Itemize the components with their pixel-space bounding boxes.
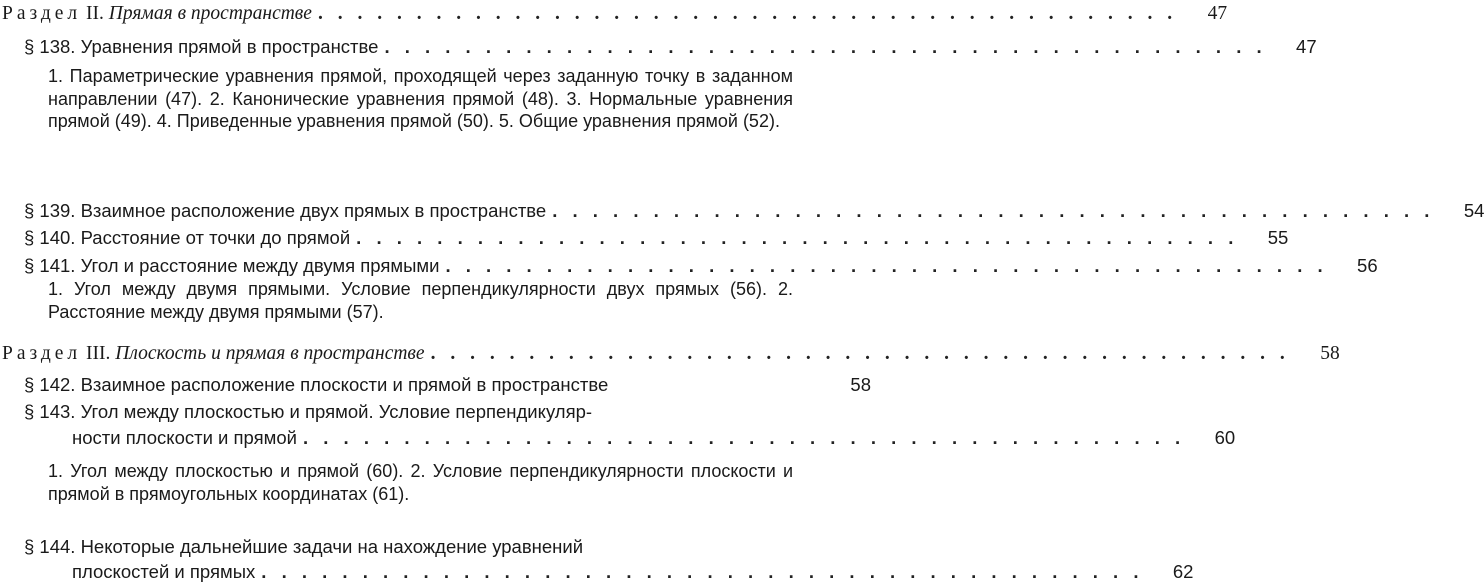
entry-description-141: 1. Угол между двумя прямыми. Условие перпендикулярности двух прямых (56). 2. Расстояние между двумя прямыми (57). [48, 279, 793, 322]
section-number: II. [86, 3, 104, 24]
entry-title: § 142. Взаимное расположение плоскости и прямой в пространстве [24, 374, 609, 395]
dot-leader: . . . . . . . . . . . . . . . . . . . . . . . . . . . . . . . . . . . . . . . . . . . . [445, 255, 1328, 276]
dot-leader: . . . . . . . . . . . . . . . . . . . . . . . . . . . . . . . . . . . . . . . . . . . . [552, 200, 1435, 221]
toc-entry-143-line1: § 143. Угол между плоскостью и прямой. Условие перпендикуляр- [24, 401, 593, 422]
entry-description-138: 1. Параметрические уравнения прямой, проходящей через заданную точку в заданном направлении (47). 2. Канонические уравнения прямой (48). 3. Нормальные уравнения прямой (49). 4. Приведенные уравнения прямой (50). 5. Общие уравнения прямой (52). [48, 66, 793, 131]
page-number: 56 [1357, 255, 1378, 276]
entry-title-cont: плоскостей и прямых [72, 561, 256, 582]
page-number: 58 [850, 374, 871, 395]
section-title: Прямая в пространстве [108, 3, 312, 24]
dot-leader: . . . . . . . . . . . . . . . . . . . . . . . . . . . . . . . . . . . . . . . . . . . . [430, 343, 1290, 364]
entry-title: § 140. Расстояние от точки до прямой [24, 227, 351, 248]
page-number: 47 [1296, 36, 1317, 57]
page-number: 47 [1207, 3, 1228, 24]
entry-title: § 138. Уравнения прямой в пространстве [24, 36, 379, 57]
section-title: Плоскость и прямая в пространстве [115, 343, 425, 364]
page-number: 60 [1214, 427, 1236, 448]
dot-leader: . . . . . . . . . . . . . . . . . . . . . . . . . . . . . . . . . . . . . . . . . . . . [317, 3, 1178, 24]
dot-leader: . . . . . . . . . . . . . . . . . . . . . . . . . . . . . . . . . . . . . . . . . . . . [302, 427, 1186, 448]
section-label: Раздел [2, 343, 82, 364]
toc-entry-138 [0, 35, 1317, 59]
toc-entry-141 [0, 254, 1378, 278]
toc-entry-section-3 [0, 342, 1340, 366]
entry-title-cont: ности плоскости и прямой [72, 427, 297, 448]
entry-title: § 141. Угол и расстояние между двумя прямыми [24, 255, 440, 276]
toc-entry-142 [0, 373, 871, 397]
page-number: 55 [1267, 227, 1289, 248]
toc-entry-144 [0, 560, 1194, 584]
toc-entry-140 [0, 226, 1289, 250]
page-number: 62 [1172, 561, 1194, 582]
dot-leader: . . . . . . . . . . . . . . . . . . . . . . . . . . . . . . . . . . . . . . . . . . . . [261, 561, 1144, 582]
toc-entry-143 [0, 426, 1236, 450]
page-number: 54 [1463, 200, 1484, 221]
entry-description-143: 1. Угол между плоскостью и прямой (60). 2. Условие перпендикулярности плоскости и прямой в прямоугольных координатах (61). [48, 461, 793, 504]
toc-entry-144-line1: § 144. Некоторые дальнейшие задачи на нахождение уравнений [24, 536, 584, 557]
entry-title: § 139. Взаимное расположение двух прямых в пространстве [24, 200, 547, 221]
toc-entry-139 [0, 199, 1484, 223]
toc-entry-section-2 [0, 2, 1228, 26]
page-number: 58 [1320, 343, 1340, 364]
dot-leader: . . . . . . . . . . . . . . . . . . . . . . . . . . . . . . . . . . . . . . . . . . . . [384, 36, 1267, 57]
section-label: Раздел [2, 3, 82, 24]
section-number: III. [86, 343, 111, 364]
dot-leader: . . . . . . . . . . . . . . . . . . . . . . . . . . . . . . . . . . . . . . . . . . . . [356, 227, 1239, 248]
